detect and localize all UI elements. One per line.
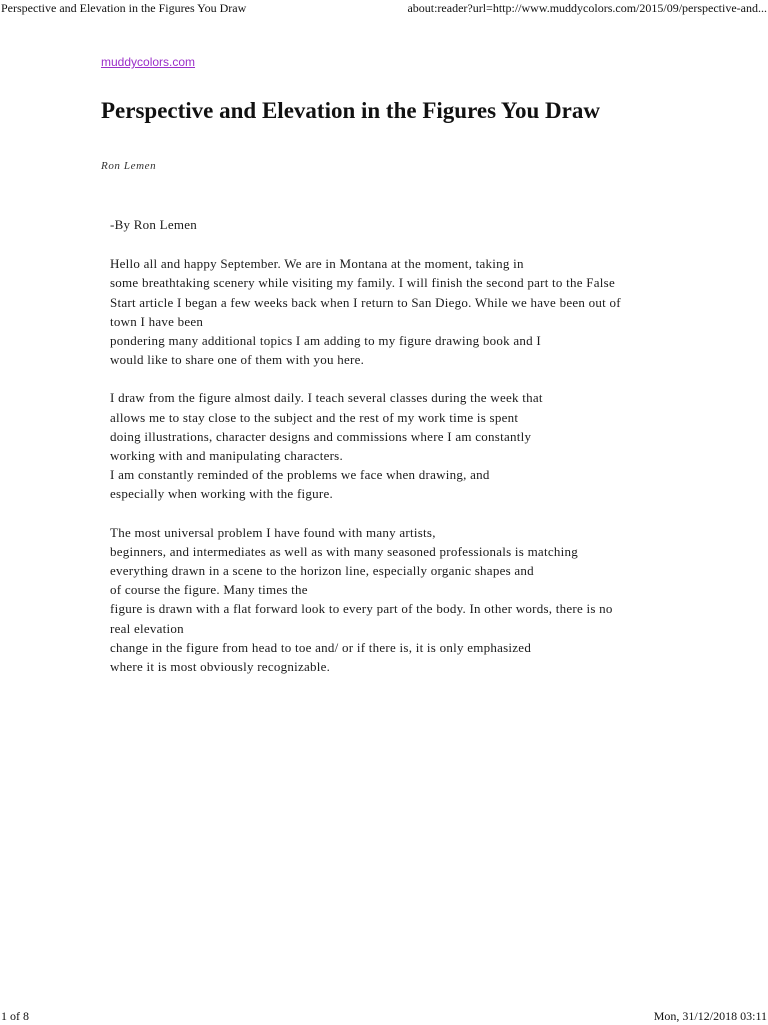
paragraph-line: some breathtaking scenery while visiting my family. I will finish the second part to the False	[110, 275, 615, 291]
paragraph	[110, 254, 670, 369]
paragraph-line: town I have been	[110, 313, 204, 329]
print-header-title: Perspective and Elevation in the Figures You Draw	[1, 1, 247, 15]
paragraph	[110, 523, 670, 677]
paragraph-line: figure is drawn with a flat forward look to every part of the body. In other words, there is no	[110, 601, 613, 617]
paragraph-line: working with and manipulating characters.	[110, 448, 343, 464]
paragraph-line: The most universal problem I have found with many artists,	[110, 524, 436, 540]
paragraph-line: would like to share one of them with you here.	[110, 352, 365, 368]
paragraph-line: where it is most obviously recognizable.	[110, 659, 331, 675]
print-header-url: about:reader?url=http://www.muddycolors.com/2015/09/perspective-and...	[407, 1, 767, 15]
paragraph-line: pondering many additional topics I am adding to my figure drawing book and I	[110, 333, 541, 349]
paragraph	[110, 388, 670, 503]
paragraph-line: especially when working with the figure.	[110, 486, 333, 502]
article-body	[110, 215, 670, 695]
paragraph-line: Hello all and happy September. We are in Montana at the moment, taking in	[110, 256, 524, 272]
paragraph-line: I am constantly reminded of the problems we face when drawing, and	[110, 467, 490, 483]
paragraph	[110, 215, 670, 234]
paragraph-line: allows me to stay close to the subject and the rest of my work time is spent	[110, 409, 519, 425]
page-number: 1 of 8	[1, 1009, 29, 1023]
article-title: Perspective and Elevation in the Figures You Draw	[101, 98, 600, 123]
print-header	[0, 1, 768, 17]
paragraph-line: change in the figure from head to toe and/ or if there is, it is only emphasized	[110, 639, 532, 655]
paragraph-line: everything drawn in a scene to the horizon line, especially organic shapes and	[110, 563, 534, 579]
paragraph-line: real elevation	[110, 620, 184, 636]
site-link[interactable]: muddycolors.com	[101, 55, 196, 69]
paragraph-line: I draw from the figure almost daily. I teach several classes during the week that	[110, 390, 543, 406]
byline: Ron Lemen	[101, 160, 157, 172]
print-footer	[0, 1009, 768, 1025]
print-datetime: Mon, 31/12/2018 03:11	[653, 1009, 767, 1023]
paragraph-line: beginners, and intermediates as well as with many seasoned professionals is matching	[110, 543, 578, 559]
paragraph-line: -By Ron Lemen	[110, 217, 198, 232]
paragraph-line: doing illustrations, character designs and commissions where I am constantly	[110, 428, 532, 444]
paragraph-line: Start article I began a few weeks back when I return to San Diego. While we have been out of	[110, 294, 621, 310]
paragraph-line: of course the figure. Many times the	[110, 582, 308, 598]
